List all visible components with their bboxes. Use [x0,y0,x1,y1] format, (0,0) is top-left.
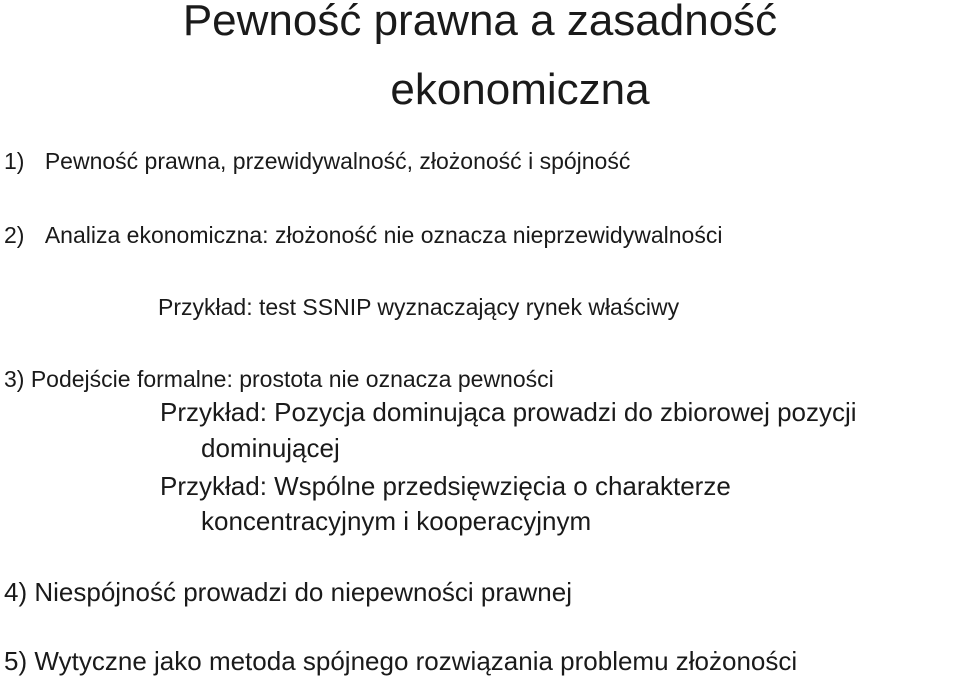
item-5: 5) Wytyczne jako metoda spójnego rozwiązania problemu złożoności [4,646,798,676]
item-1-number: 1) [4,148,25,174]
item-4: 4) Niespójność prowadzi do niepewności prawnej [4,577,572,607]
item-2 [4,222,722,249]
item-3-example-1: Przykład: Pozycja dominująca prowadzi do zbiorowej pozycji [160,397,857,427]
item-1-text: Pewność prawna, przewidywalność, złożoność i spójność [44,148,631,174]
item-2-text: Analiza ekonomiczna: złożoność nie oznacza nieprzewidywalności [44,222,723,248]
item-2-number: 2) [4,222,25,248]
item-3-example-2: Przykład: Wspólne przedsięwzięcia o charakterze [160,471,731,501]
item-3-example-1-cont: dominującej [201,433,340,463]
item-3: 3) Podejście formalne: prostota nie oznacza pewności [4,366,554,392]
slide-title-line-2: ekonomiczna [390,65,650,114]
item-3-example-2-cont: koncentracyjnym i kooperacyjnym [201,506,592,536]
slide-title-line-1: Pewność prawna a zasadność [182,0,778,45]
item-1 [4,148,630,175]
item-2-example: Przykład: test SSNIP wyznaczający rynek właściwy [158,294,680,320]
